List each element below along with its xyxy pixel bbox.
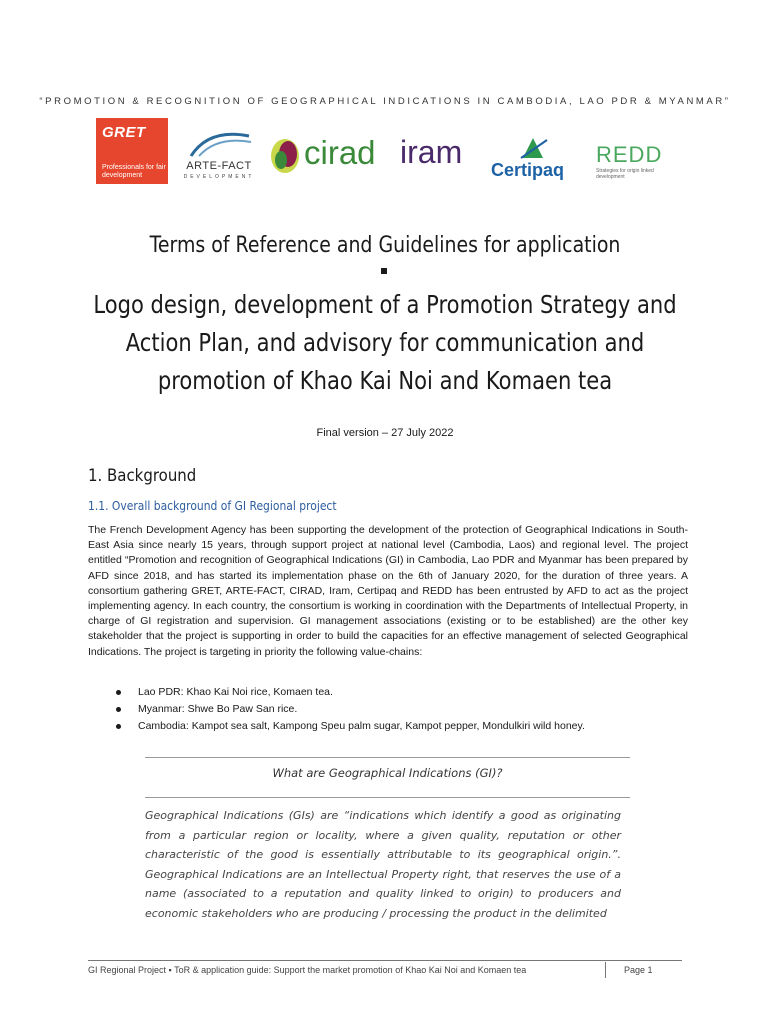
list-item: [88, 718, 688, 735]
background-paragraph: The French Development Agency has been supporting the development of the protection of Geographical Indications in South-East Asia since nearly 15 years, through support project at national level (Cambodia, Laos) and regional level. The project entitled “Promotion and recognition of Geographical Indications (GI) in Cambodia, Lao PDR and Myanmar has been prepared by AFD since 2018, and has started its implementation phase on the 6th of January 2020, for the duration of three years. A consortium gathering GRET, ARTE-FACT, CIRAD, Iram, Certipaq and REDD has been entrusted by AFD to act as the project implementing agency. In each country, the consortium is working in coordination with the Departments of Intellectual Property, in charge of GI registration and supervision. GI management associations (existing or to be established) are the other key stakeholder that the project is supporting in order to build the capacities for an effective management of selected Geographical Indications. The project is targeting in priority the following value-chains:: [88, 524, 688, 658]
version-date: Final version – 27 July 2022: [316, 427, 454, 439]
title-separator-square: [381, 268, 387, 274]
redd-logo-name: REDD: [596, 142, 663, 167]
gi-box-body: Geographical Indications (GIs) are “indications which identify a good as originating from a particular region or locality, where a given quality, reputation or other characteristic of the good is essentially attributable to its geographical origin.”. Geographical Indications are an Intellectual Property right, that reserves the use of a name (associated to a reputation and quality linked to origin) to producers and economic stakeholders who are producing / processing the product in the delimited: [145, 809, 621, 920]
gi-box-top-rule: [145, 757, 630, 758]
certipaq-logo-name: Certipaq: [491, 160, 565, 180]
project-title-line: “PROMOTION & RECOGNITION OF GEOGRAPHICAL INDICATIONS IN CAMBODIA, LAO PDR & MYANMAR”: [39, 96, 731, 107]
document-title-line1: Terms of Reference and Guidelines for application: [149, 233, 621, 258]
footer-text: GI Regional Project ▪ ToR & application guide: Support the market promotion of Khao Kai Noi and Komaen tea: [88, 965, 527, 975]
footer-rule: [88, 960, 682, 961]
bullet-icon: [116, 724, 121, 729]
document-title-line2: Logo design, development of a Promotion Strategy and Action Plan, and advisory for communication and promotion of Khao Kai Noi and Komaen tea: [93, 290, 677, 395]
certipaq-logo: [491, 136, 576, 184]
list-item-text: Lao PDR: Khao Kai Noi rice, Komaen tea.: [138, 686, 333, 698]
gi-box-title-rule: [145, 797, 630, 798]
list-item: [88, 684, 688, 701]
artefact-logo-sub: DEVELOPMENT: [183, 174, 255, 180]
footer-divider: [605, 962, 606, 978]
list-item: [88, 701, 688, 718]
redd-logo-sub: Strategies for origin linked development: [596, 168, 654, 180]
list-item-text: Cambodia: Kampot sea salt, Kampong Speu palm sugar, Kampot pepper, Mondulkiri wild honey.: [138, 720, 585, 732]
partner-logos: [96, 118, 676, 188]
page-number: Page 1: [624, 965, 653, 975]
artefact-swoosh-icon: [179, 126, 259, 160]
artefact-logo: [179, 126, 259, 186]
redd-logo: [596, 142, 666, 182]
iram-logo: iram: [400, 134, 463, 170]
bullet-icon: [116, 690, 121, 695]
cirad-leaf-icon: [268, 136, 302, 176]
gret-logo-name: GRET: [102, 124, 146, 141]
section-heading: 1. Background: [88, 466, 197, 486]
gi-box-title: What are Geographical Indications (GI)?: [272, 766, 503, 780]
artefact-logo-name: ARTE-FACT: [186, 160, 252, 172]
cirad-logo: [268, 134, 383, 178]
bullet-icon: [116, 707, 121, 712]
subsection-heading: 1.1. Overall background of GI Regional project: [88, 498, 337, 513]
value-chain-list: [88, 684, 688, 735]
certipaq-emblem-icon: [491, 136, 576, 160]
list-item-text: Myanmar: Shwe Bo Paw San rice.: [138, 703, 298, 715]
cirad-logo-name: cirad: [304, 134, 376, 171]
gret-logo-tagline: Professionals for fair development: [102, 164, 166, 179]
gret-logo: [96, 118, 168, 184]
